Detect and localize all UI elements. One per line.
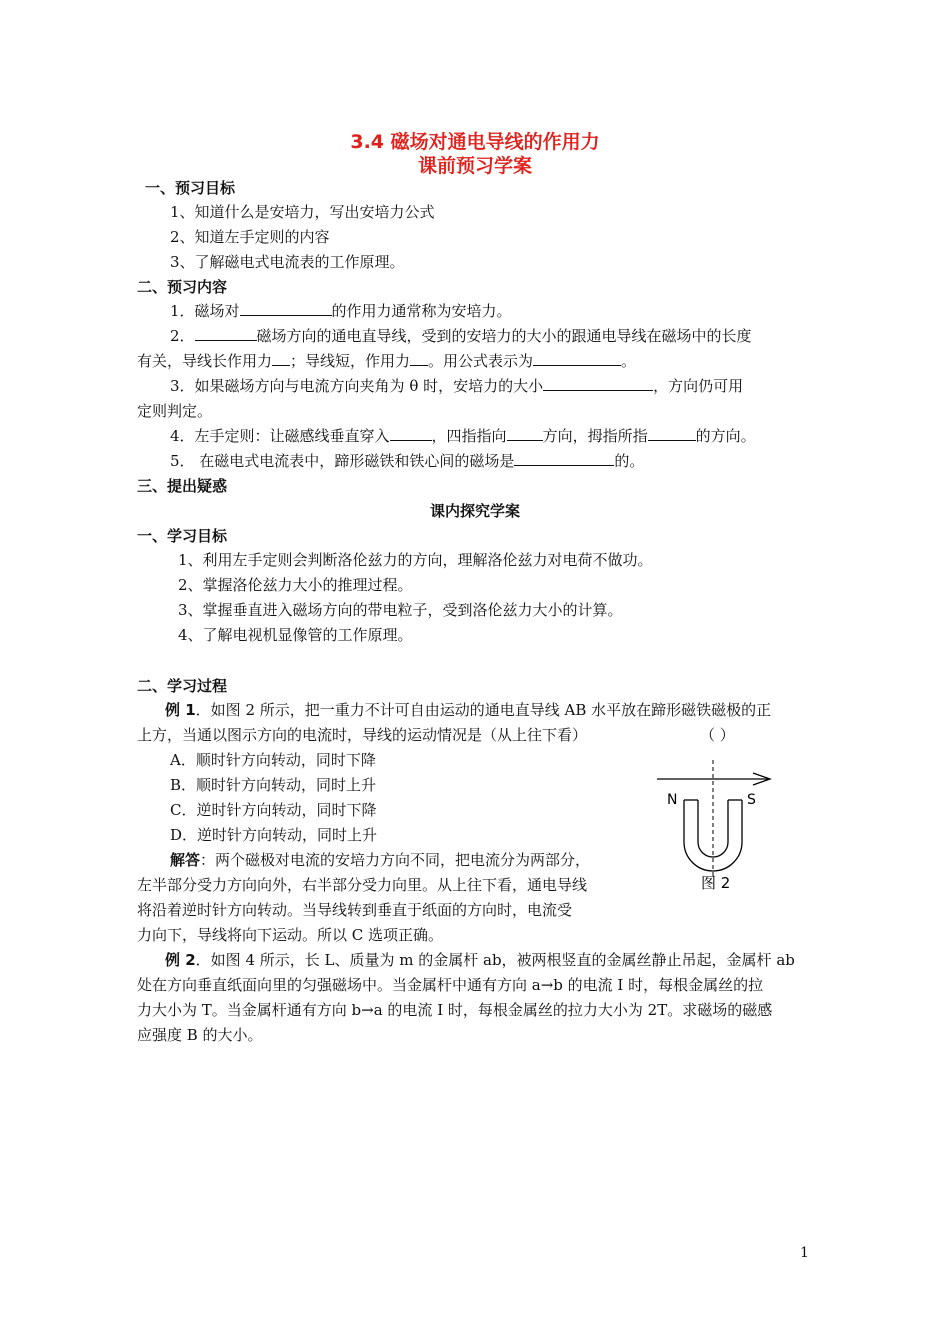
question-3-continued: 定则判定。 xyxy=(137,402,213,420)
section-heading: 一、学习目标 xyxy=(137,527,228,545)
question-text: 的。 xyxy=(614,452,645,470)
document-subtitle: 课前预习学案 xyxy=(417,155,532,177)
answer-line: 将沿着逆时针方向转动。当导线转到垂直于纸面的方向时，电流受 xyxy=(137,901,573,919)
document-title: 3.4 磁场对通电导线的作用力 xyxy=(350,131,600,153)
page-number: 1 xyxy=(800,1245,809,1261)
question-text: 4．左手定则：让磁感线垂直穿入 xyxy=(170,427,390,445)
list-item: 2、知道左手定则的内容 xyxy=(170,228,330,246)
question-text: 1．磁场对 xyxy=(170,302,240,320)
answer-blank xyxy=(514,451,614,466)
answer-blank xyxy=(648,426,696,441)
answer-blank xyxy=(240,301,332,316)
list-item: 4、了解电视机显像管的工作原理。 xyxy=(178,626,413,644)
answer-blank xyxy=(543,376,653,391)
north-pole-label: N xyxy=(667,792,678,808)
section-heading: 二、学习过程 xyxy=(137,677,228,695)
answer-blank xyxy=(507,426,543,441)
answer-blank xyxy=(272,351,290,366)
horseshoe-magnet-diagram xyxy=(655,760,775,895)
answer-blank xyxy=(533,351,621,366)
figure-caption: 图 2 xyxy=(701,874,731,892)
horseshoe-magnet-figure xyxy=(655,760,775,895)
question-text: ，方向仍可用 xyxy=(653,377,744,395)
answer-blank xyxy=(195,326,257,341)
question-4 xyxy=(170,426,756,446)
option-d: D．逆时针方向转动，同时上升 xyxy=(170,826,378,844)
question-text: 的作用力通常称为安培力。 xyxy=(331,302,512,320)
section-heading: 三、提出疑惑 xyxy=(137,477,228,495)
example-label: 例 1 xyxy=(165,701,196,719)
answer-parentheses: （ ） xyxy=(700,726,735,744)
question-1 xyxy=(170,301,512,321)
answer-line: 左半部分受力方向向外，右半部分受力向里。从上往下看，通电导线 xyxy=(137,876,588,894)
answer-blank xyxy=(410,351,428,366)
answer-blank xyxy=(390,426,432,441)
question-text: 磁场方向的通电直导线，受到的安培力的大小的跟通电导线在磁场中的长度 xyxy=(256,327,752,345)
question-text: ，四指指向 xyxy=(431,427,507,445)
example-1 xyxy=(165,700,771,720)
list-item: 2、掌握洛伦兹力大小的推理过程。 xyxy=(178,576,413,594)
example-text: ．如图 2 所示，把一重力不计可自由运动的通电直导线 AB 水平放在蹄形磁铁磁极的正 xyxy=(195,701,772,719)
list-item: 1、知道什么是安培力，写出安培力公式 xyxy=(170,203,435,221)
section-heading: 一、预习目标 xyxy=(145,179,236,197)
question-text: 5． 在磁电式电流表中，蹄形磁铁和铁心间的磁场是 xyxy=(170,452,515,470)
question-text: 有关，导线长作用力 xyxy=(137,352,273,370)
list-item: 1、利用左手定则会判断洛伦兹力的方向，理解洛伦兹力对电荷不做功。 xyxy=(178,551,653,569)
question-text: 3．如果磁场方向与电流方向夹角为 θ 时，安培力的大小 xyxy=(170,377,544,395)
option-a: A．顺时针方向转动，同时下降 xyxy=(170,751,376,769)
option-c: C．逆时针方向转动，同时下降 xyxy=(170,801,377,819)
list-item: 3、掌握垂直进入磁场方向的带电粒子，受到洛伦兹力大小的计算。 xyxy=(178,601,623,619)
answer-text: ：两个磁极对电流的安培力方向不同，把电流分为两部分， xyxy=(200,851,591,869)
example-2 xyxy=(165,950,795,970)
question-text: 方向，拇指所指 xyxy=(542,427,648,445)
answer-label: 解答 xyxy=(170,851,201,869)
question-2-continued xyxy=(137,351,636,371)
list-item: 3、了解磁电式电流表的工作原理。 xyxy=(170,253,405,271)
question-text: 。 xyxy=(621,352,637,370)
option-b: B．顺时针方向转动，同时上升 xyxy=(170,776,377,794)
example-text: ．如图 4 所示，长 L、质量为 m 的金属杆 ab，被两根竖直的金属丝静止吊起，金属杆 ab xyxy=(195,951,795,969)
question-2 xyxy=(170,326,752,346)
question-5 xyxy=(170,451,644,471)
question-text: 2． xyxy=(170,327,195,345)
example-label: 例 2 xyxy=(165,951,196,969)
question-text: 的方向。 xyxy=(695,427,756,445)
example-2-continued: 应强度 B 的大小。 xyxy=(137,1026,263,1044)
example-2-continued: 处在方向垂直纸面向里的匀强磁场中。当金属杆中通有方向 a→b 的电流 I 时，每根金属丝的拉 xyxy=(137,976,764,994)
answer-line: 力向下，导线将向下运动。所以 C 选项正确。 xyxy=(137,926,444,944)
question-text: ；导线短，作用力 xyxy=(290,352,411,370)
example-2-continued: 力大小为 T。当金属杆通有方向 b→a 的电流 I 时，每根金属丝的拉力大小为 2T。求磁场的磁感 xyxy=(137,1001,773,1019)
answer-line xyxy=(170,850,590,870)
south-pole-label: S xyxy=(747,792,756,808)
section-title: 课内探究学案 xyxy=(429,502,520,520)
example-1-continued: 上方，当通以图示方向的电流时，导线的运动情况是（从上往下看） xyxy=(137,726,588,744)
section-heading: 二、预习内容 xyxy=(137,278,228,296)
question-text: 。用公式表示为 xyxy=(428,352,534,370)
question-3 xyxy=(170,376,743,396)
